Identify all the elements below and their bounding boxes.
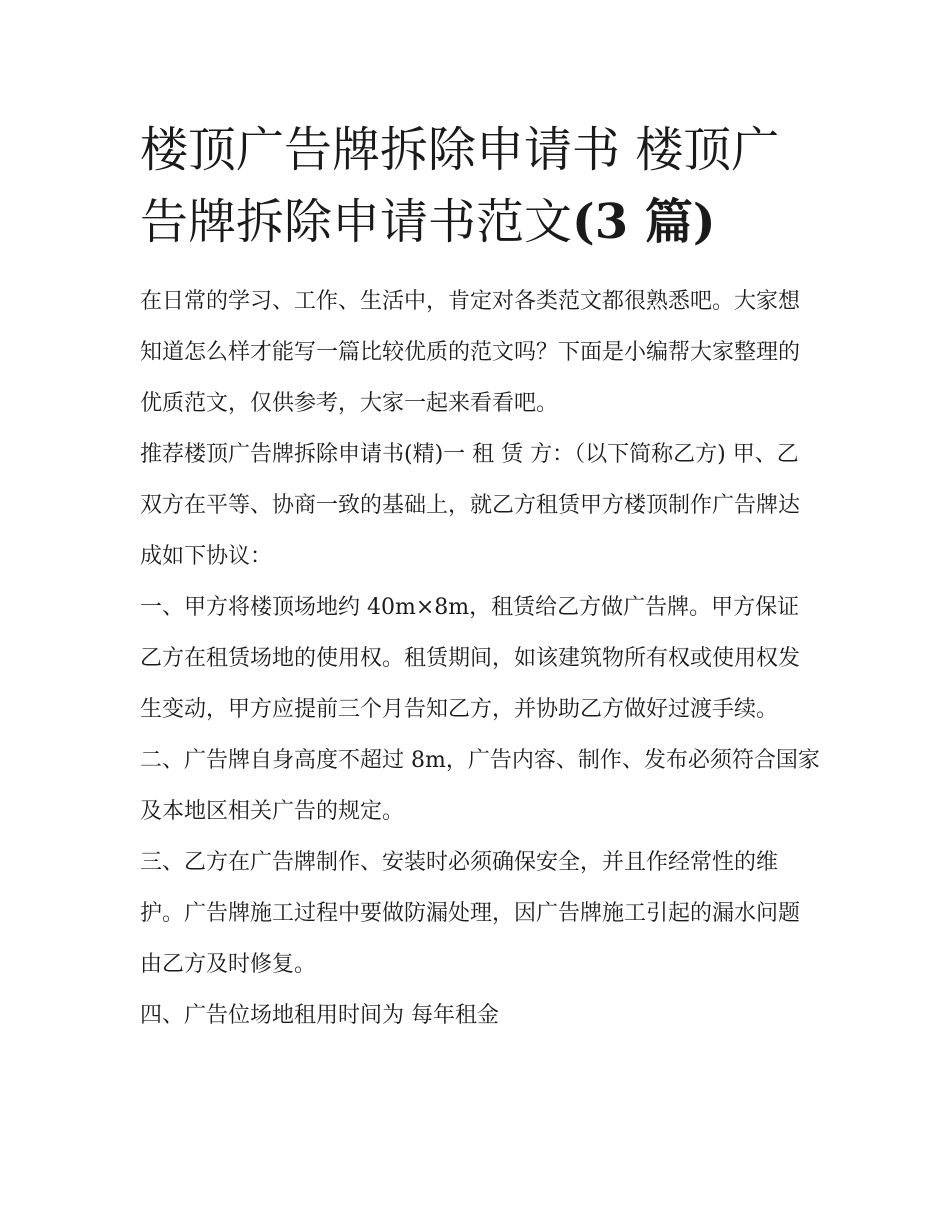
- title-main: 楼顶广告牌拆除申请书 楼顶广告牌拆除申请书范文: [140, 122, 780, 250]
- clause-3-paragraph: 三、乙方在广告牌制作、安装时必须确保安全，并且作经常性的维护。广告牌施工过程中要做防漏处理，因广告牌施工引起的漏水问题由乙方及时修复。: [140, 850, 801, 977]
- clause-2-paragraph: 二、广告牌自身高度不超过 8m，广告内容、制作、发布必须符合国家及本地区相关广告的规定。: [140, 748, 820, 824]
- clause-1-paragraph: 一、甲方将楼顶场地约 40m×8m，租赁给乙方做广告牌。甲方保证乙方在租赁场地的使用权。租赁期间，如该建筑物所有权或使用权发生变动，甲方应提前三个月告知乙方，并协助乙方做好过渡手续。: [140, 595, 801, 722]
- clause-4-paragraph: 四、广告位场地租用时间为 每年租金: [140, 1003, 499, 1028]
- document-title: [140, 114, 820, 258]
- title-suffix: (3 篇): [572, 194, 716, 250]
- recommend-paragraph: 推荐楼顶广告牌拆除申请书(精)一 租 赁 方：（以下简称乙方) 甲、乙双方在平等、协商一致的基础上，就乙方租赁甲方楼顶制作广告牌达成如下协议：: [140, 442, 801, 569]
- intro-paragraph: 在日常的学习、工作、生活中，肯定对各类范文都很熟悉吧。大家想知道怎么样才能写一篇比较优质的范文吗？下面是小编帮大家整理的优质范文，仅供参考，大家一起来看看吧。: [140, 289, 801, 416]
- document-body: [140, 276, 820, 1041]
